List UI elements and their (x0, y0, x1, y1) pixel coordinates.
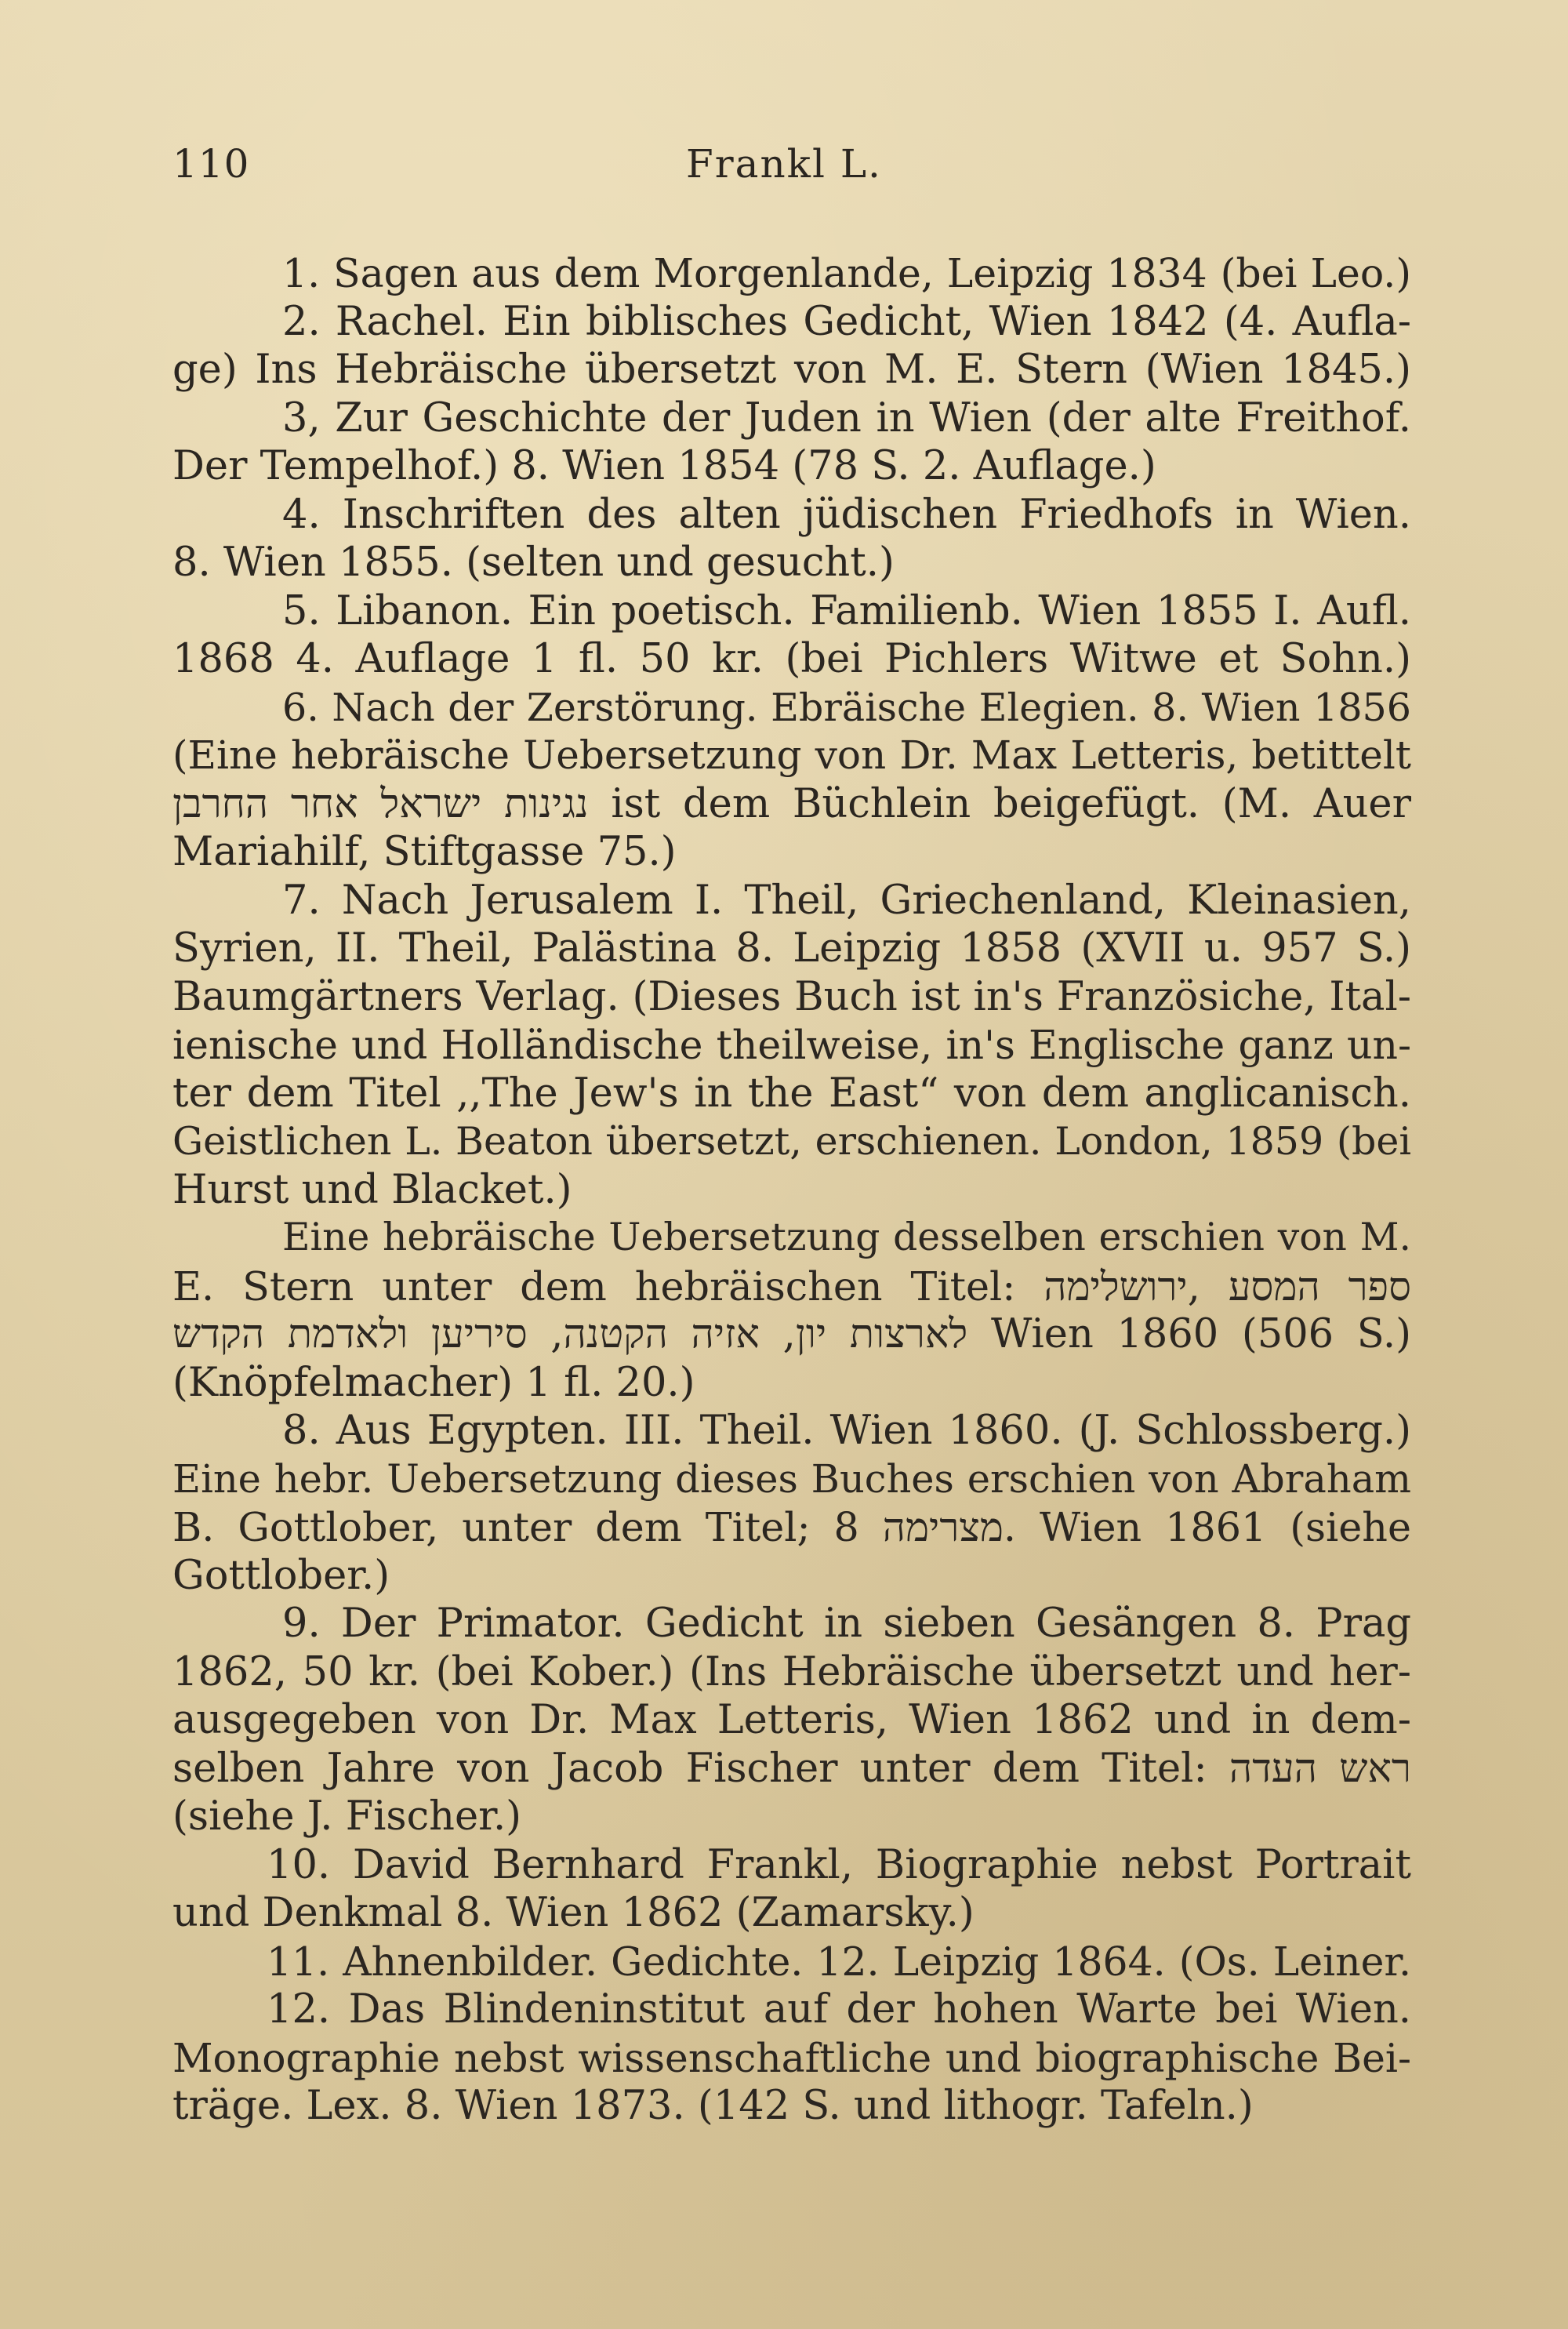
text-line: 6. Nach der Zerstörung. Ebräische Elegien. 8. Wien 1856 (282, 684, 1411, 730)
text-line: Geistlichen L. Beaton übersetzt, erschienen. London, 1859 (bei (172, 1119, 1411, 1164)
running-head: Frankl L. (686, 141, 882, 187)
text-line: Hurst und Blacket.) (172, 1166, 572, 1213)
text-line: (Eine hebräische Uebersetzung von Dr. Max Letteris, betittelt (172, 732, 1411, 778)
text-line: 3, Zur Geschichte der Juden in Wien (der alte Freithof. (282, 394, 1411, 441)
text-line: ter dem Titel ,,The Jew's in the East“ von dem anglicanisch. (172, 1070, 1411, 1117)
text-line: 10. David Bernhard Frankl, Biographie nebst Portrait (267, 1841, 1411, 1888)
text-line: Syrien, II. Theil, Palästina 8. Leipzig 1858 (XVII u. 957 S.) (172, 925, 1411, 972)
text-line: träge. Lex. 8. Wien 1873. (142 S. und lithogr. Tafeln.) (172, 2083, 1254, 2129)
text-line: 5. Libanon. Ein poetisch. Familienb. Wien 1855 I. Aufl. (282, 587, 1411, 634)
page-number: 110 (172, 141, 250, 187)
text-line: 11. Ahnenbilder. Gedichte. 12. Leipzig 1864. (Os. Leiner. (267, 1938, 1411, 1985)
text-line: E. Stern unter dem hebräischen Titel: ספר המסע ,ירושלימה (172, 1263, 1411, 1310)
text-line: Monographie nebst wissenschaftliche und biographische Bei- (172, 2034, 1411, 2081)
text-line: Baumgärtners Verlag. (Dieses Buch ist in's Französiche, Ital- (172, 973, 1411, 1020)
text-line: 9. Der Primator. Gedicht in sieben Gesängen 8. Prag (282, 1601, 1411, 1647)
text-line: 4. Inschriften des alten jüdischen Friedhofs in Wien. (282, 491, 1411, 538)
text-line: 8. Wien 1855. (selten und gesucht.) (172, 540, 895, 586)
text-line: נגינות ישראל אחר החרבן ist dem Büchlein beigefügt. (M. Auer (172, 780, 1411, 827)
text-line: לארצות יון, אזיה הקטנה, סיריען ולאדמת הקדש Wien 1860 (506 S.) (172, 1311, 1411, 1357)
text-line: 1862, 50 kr. (bei Kober.) (Ins Hebräische übersetzt und her- (172, 1648, 1411, 1695)
text-line: ge) Ins Hebräische übersetzt von M. E. Stern (Wien 1845.) (172, 347, 1411, 393)
text-line: 8. Aus Egypten. III. Theil. Wien 1860. (J. Schlossberg.) (282, 1408, 1411, 1454)
text-line: Eine hebr. Uebersetzung dieses Buches erschien von Abraham (172, 1455, 1411, 1502)
text-line: Der Tempelhof.) 8. Wien 1854 (78 S. 2. Auflage.) (172, 443, 1156, 489)
text-line: 12. Das Blindeninstitut auf der hohen Warte bei Wien. (267, 1986, 1411, 2033)
text-line: 2. Rachel. Ein biblisches Gedicht, Wien 1842 (4. Aufla- (282, 298, 1411, 345)
text-line: ausgegeben von Dr. Max Letteris, Wien 1862 und in dem- (172, 1697, 1411, 1743)
text-line: B. Gottlober, unter dem Titel; מצרימה 8. Wien 1861 (siehe (172, 1504, 1411, 1550)
text-line: 7. Nach Jerusalem I. Theil, Griechenland, Kleinasien, (282, 877, 1411, 924)
text-line: selben Jahre von Jacob Fischer unter dem Titel: ראש העדה (172, 1745, 1411, 1792)
text-line: (siehe J. Fischer.) (172, 1793, 522, 1840)
text-line: Eine hebräische Uebersetzung desselben erschien von M. (282, 1215, 1411, 1259)
text-line: 1. Sagen aus dem Morgenlande, Leipzig 1834 (bei Leo.) (282, 250, 1411, 296)
text-line: ienische und Holländische theilweise, in's Englische ganz un- (172, 1022, 1411, 1068)
text-line: Mariahilf, Stiftgasse 75.) (172, 829, 677, 875)
body-text (172, 249, 1411, 2131)
text-line: (Knöpfelmacher) 1 fl. 20.) (172, 1359, 695, 1406)
text-line: Gottlober.) (172, 1552, 390, 1599)
text-line: 1868 4. Auflage 1 fl. 50 kr. (bei Pichlers Witwe et Sohn.) (172, 636, 1411, 682)
text-line: und Denkmal 8. Wien 1862 (Zamarsky.) (172, 1890, 975, 1936)
